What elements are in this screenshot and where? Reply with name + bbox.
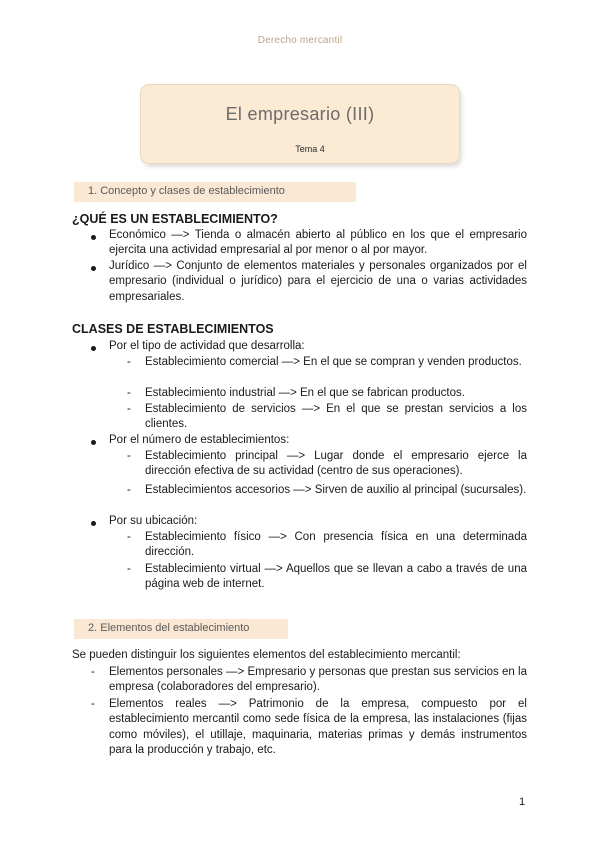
document-header-title: Derecho mercantil	[257, 35, 343, 46]
bullet-dot	[91, 235, 96, 240]
dash-marker: -	[127, 450, 131, 462]
section-heading-2	[74, 619, 288, 639]
section-heading-1	[74, 182, 356, 202]
dash-marker: -	[91, 698, 95, 710]
section2-intro: Se pueden distinguir los siguientes elementos del establecimiento mercantil:	[72, 649, 461, 661]
list-item-accesorios: Establecimientos accesorios —> Sirven de auxilio al principal (sucursales).	[145, 484, 527, 496]
page-subtitle: Tema 4	[295, 144, 325, 154]
title-box	[140, 84, 460, 164]
dash-marker: -	[127, 356, 131, 368]
dash-marker: -	[127, 387, 131, 399]
bullet-dot	[91, 440, 96, 445]
bullet-dot	[91, 266, 96, 271]
group-label-tipo: Por el tipo de actividad que desarrolla:	[109, 340, 305, 352]
list-item-comercial: Establecimiento comercial —> En el que se compran y venden productos.	[145, 356, 522, 368]
bullet-dot	[91, 521, 96, 526]
dash-marker: -	[127, 531, 131, 543]
group-label-ubicacion: Por su ubicación:	[109, 515, 198, 527]
list-item-juridico: Jurídico —> Conjunto de elementos materiales y personales organizados por el empresario (individual o jurídico) para el ejercicio de una o varias actividades empresariales.	[109, 260, 527, 303]
page-number: 1	[519, 796, 526, 808]
dash-marker: -	[127, 403, 131, 415]
list-item-virtual: Establecimiento virtual —> Aquellos que se llevan a cabo a través de una página web de internet.	[145, 563, 527, 591]
list-item-personales: Elementos personales —> Empresario y personas que prestan sus servicios en la empresa (colaboradores del empresario).	[109, 666, 527, 694]
question-heading: ¿QUÉ ES UN ESTABLECIMIENTO?	[72, 212, 278, 226]
bullet-dot	[91, 346, 96, 351]
list-item-principal: Establecimiento principal —> Lugar donde el empresario ejerce la dirección efectiva de su actividad (centro de sus operaciones).	[145, 450, 527, 478]
list-item-servicios: Establecimiento de servicios —> En el que se prestan servicios a los clientes.	[145, 403, 527, 431]
dash-marker: -	[91, 666, 95, 678]
page-title: El empresario (III)	[225, 104, 375, 124]
list-item-industrial: Establecimiento industrial —> En el que se fabrican productos.	[145, 387, 465, 399]
dash-marker: -	[127, 563, 131, 575]
list-item-fisico: Establecimiento físico —> Con presencia física en una determinada dirección.	[145, 531, 527, 559]
dash-marker: -	[127, 484, 131, 496]
list-item-reales: Elementos reales —> Patrimonio de la empresa, compuesto por el establecimiento mercantil como sede física de la empresa, las instalaciones (fijas como móviles), el utillaje, maquinaria, materias primas y demás instrumentos para la producción y trabajo, etc.	[109, 698, 527, 757]
classes-heading: CLASES DE ESTABLECIMIENTOS	[72, 322, 274, 336]
section-heading-2-label: 2. Elementos del establecimiento	[88, 622, 250, 634]
section-heading-1-label: 1. Concepto y clases de establecimiento	[88, 185, 285, 197]
list-item-economico: Económico —> Tienda o almacén abierto al público en los que el empresario ejercita una actividad empresarial al por menor o al por mayor.	[109, 229, 527, 257]
group-label-numero: Por el número de establecimientos:	[109, 434, 290, 446]
